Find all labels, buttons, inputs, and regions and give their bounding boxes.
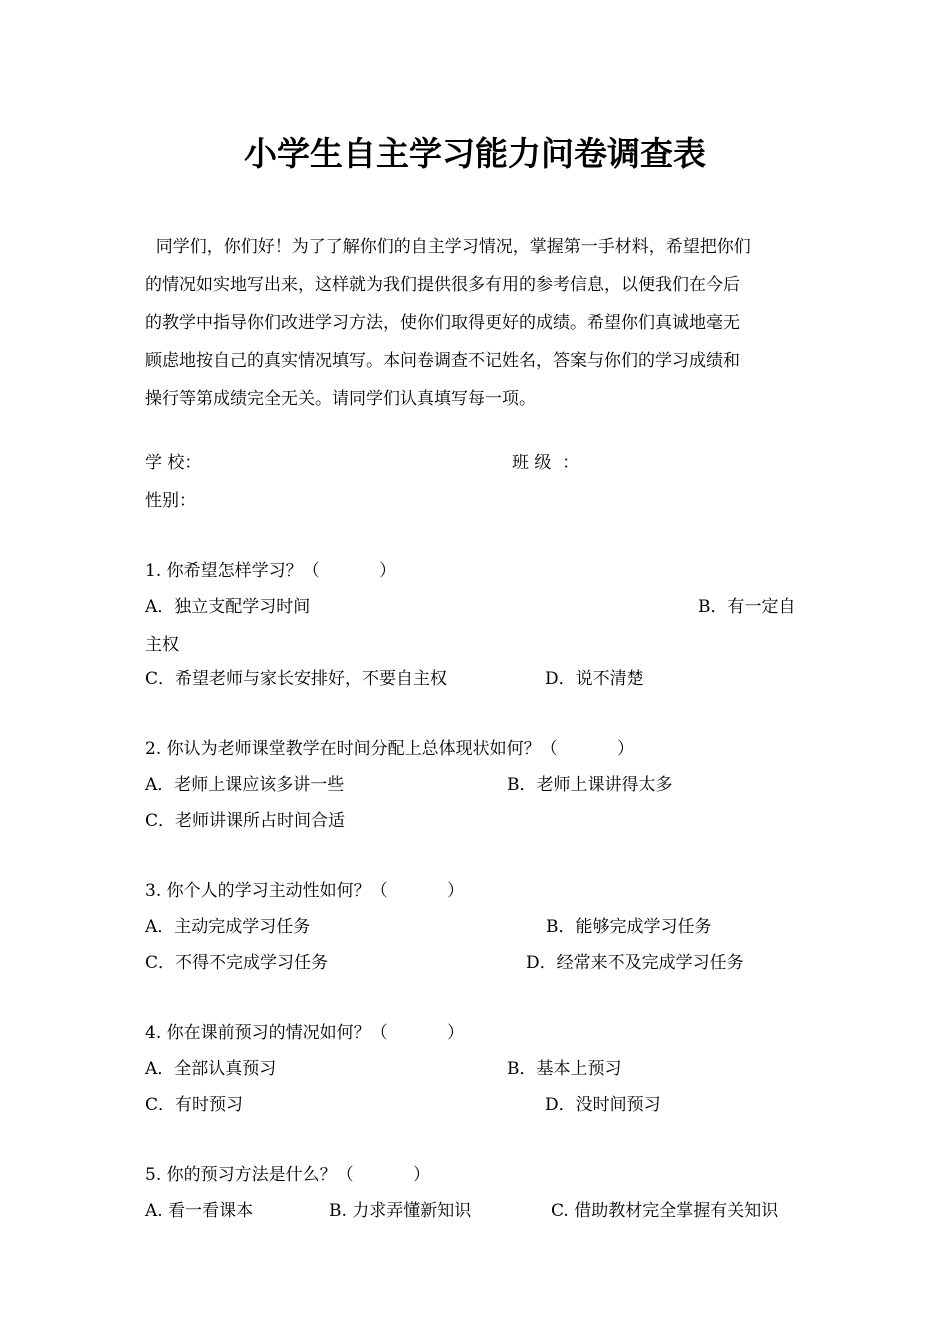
question-1-option-c: C．希望老师与家长安排好，不要自主权 bbox=[145, 669, 448, 689]
question-3: 3. 你个人的学习主动性如何？（ ） bbox=[145, 881, 465, 901]
question-1: 1. 你希望怎样学习？（ ） bbox=[145, 561, 397, 581]
question-2: 2. 你认为老师课堂教学在时间分配上总体现状如何？（ ） bbox=[145, 739, 635, 759]
question-5-option-b: B. 力求弄懂新知识 bbox=[329, 1201, 472, 1221]
question-5-option-c: C. 借助教材完全掌握有关知识 bbox=[551, 1201, 779, 1221]
question-3-option-c: C．不得不完成学习任务 bbox=[145, 953, 329, 973]
question-4: 4. 你在课前预习的情况如何？（ ） bbox=[145, 1023, 465, 1043]
question-2-option-b: B．老师上课讲得太多 bbox=[507, 775, 673, 795]
intro-line: 的情况如实地写出来，这样就为我们提供很多有用的参考信息，以便我们在今后 bbox=[145, 275, 740, 295]
question-2-option-c: C．老师讲课所占时间合适 bbox=[145, 811, 346, 831]
question-1-option-d: D．说不清楚 bbox=[545, 669, 644, 689]
question-3-option-d: D．经常来不及完成学习任务 bbox=[526, 953, 744, 973]
question-4-option-b: B．基本上预习 bbox=[507, 1059, 622, 1079]
intro-line: 操行等第成绩完全无关。请同学们认真填写每一项。 bbox=[145, 389, 536, 409]
question-5-option-a: A. 看一看课本 bbox=[145, 1201, 254, 1221]
gender-field-label: 性别： bbox=[145, 491, 196, 511]
question-4-option-a: A．全部认真预习 bbox=[145, 1059, 277, 1079]
school-field-label: 学 校： bbox=[145, 453, 202, 473]
intro-line: 同学们，你们好！为了了解你们的自主学习情况，掌握第一手材料，希望把你们 bbox=[145, 237, 751, 257]
question-5: 5. 你的预习方法是什么？（ ） bbox=[145, 1165, 431, 1185]
question-4-option-d: D．没时间预习 bbox=[545, 1095, 661, 1115]
question-1-option-a: A．独立支配学习时间 bbox=[145, 597, 311, 617]
class-field-label: 班 级 ： bbox=[512, 453, 580, 473]
intro-line: 顾虑地按自己的真实情况填写。本问卷调查不记姓名，答案与你们的学习成绩和 bbox=[145, 351, 740, 371]
question-1-option-b-continued: 主权 bbox=[145, 635, 179, 655]
question-4-option-c: C．有时预习 bbox=[145, 1095, 244, 1115]
question-1-option-b: B．有一定自 bbox=[698, 597, 796, 617]
page-title: 小学生自主学习能力问卷调查表 bbox=[244, 134, 706, 173]
question-3-option-a: A．主动完成学习任务 bbox=[145, 917, 311, 937]
intro-line: 的教学中指导你们改进学习方法，使你们取得更好的成绩。希望你们真诚地毫无 bbox=[145, 313, 740, 333]
question-3-option-b: B．能够完成学习任务 bbox=[546, 917, 712, 937]
question-2-option-a: A．老师上课应该多讲一些 bbox=[145, 775, 345, 795]
intro-paragraph bbox=[145, 228, 810, 418]
